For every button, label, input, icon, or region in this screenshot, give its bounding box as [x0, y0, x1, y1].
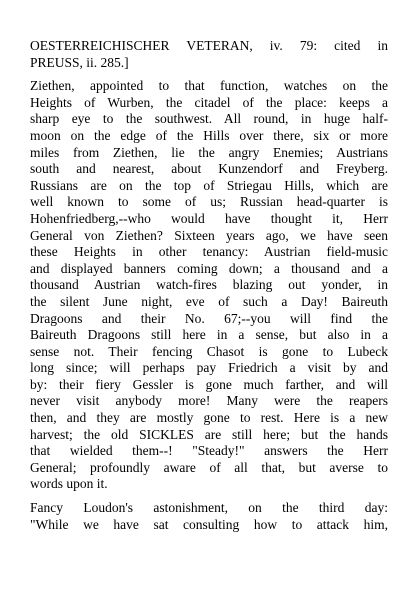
- text-line: well known to some of us; Russian head-quarter is: [30, 194, 388, 210]
- text-line: then, and they are mostly gone to rest. Here is a new: [30, 410, 388, 426]
- text-line: and displayed banners coming down; a thousand and a: [30, 260, 388, 276]
- text-line: these Heights in other tenancy: Austrian field-music: [30, 244, 388, 260]
- text-line: Russians are on the top of Striegau Hills, which are: [30, 177, 388, 193]
- text-line: Dragoons and their No. 67;--you will find the: [30, 310, 388, 326]
- text-line: Ziethen, appointed to that function, watches on the: [30, 78, 388, 94]
- text-line: miles from Ziethen, lie the angry Enemies; Austrians: [30, 144, 388, 160]
- paragraph-citation: [30, 38, 388, 71]
- text-line: Hohenfriedberg,--who would have thought it, Herr: [30, 210, 388, 226]
- text-line: by: their fiery Gessler is gone much farther, and will: [30, 376, 388, 392]
- paragraph-ziethen: [30, 78, 388, 493]
- text-line: Fancy Loudon's astonishment, on the third day:: [30, 500, 388, 516]
- text-line: General; profoundly aware of all that, but averse to: [30, 459, 388, 475]
- document-page: [30, 38, 388, 533]
- text-line: long since; will perhaps pay Friedrich a visit by and: [30, 360, 388, 376]
- text-line: the silent June night, eve of such a Day! Baireuth: [30, 293, 388, 309]
- text-line: Baireuth Dragoons still here in a sense, but also in a: [30, 327, 388, 343]
- text-line: harvest; the old SICKLES are still here; but the hands: [30, 426, 388, 442]
- text-line: PREUSS, ii. 285.]: [30, 54, 129, 70]
- text-line: sense not. Their fencing Chasot is gone to Lubeck: [30, 343, 388, 359]
- text-line: never visit anybody more! Many were the reapers: [30, 393, 388, 409]
- paragraph-loudon: [30, 500, 388, 533]
- text-line: General von Ziethen? Sixteen years ago, we have seen: [30, 227, 388, 243]
- text-line: Heights of Wurben, the citadel of the place: keeps a: [30, 94, 388, 110]
- text-line: south and nearest, about Kunzendorf and Freyberg.: [30, 161, 388, 177]
- text-line: sharp eye to the southwest. All round, in huge half-: [30, 111, 388, 127]
- text-line: thousand Austrian watch-fires blazing out yonder, in: [30, 277, 388, 293]
- text-line: that wielded them--! "Steady!" answers the Herr: [30, 443, 388, 459]
- text-line: moon on the edge of the Hills over there, six or more: [30, 127, 388, 143]
- text-line: words upon it.: [30, 476, 108, 492]
- text-line: "While we have sat consulting how to attack him,: [30, 516, 388, 532]
- text-line: OESTERREICHISCHER VETERAN, iv. 79: cited in: [30, 38, 388, 53]
